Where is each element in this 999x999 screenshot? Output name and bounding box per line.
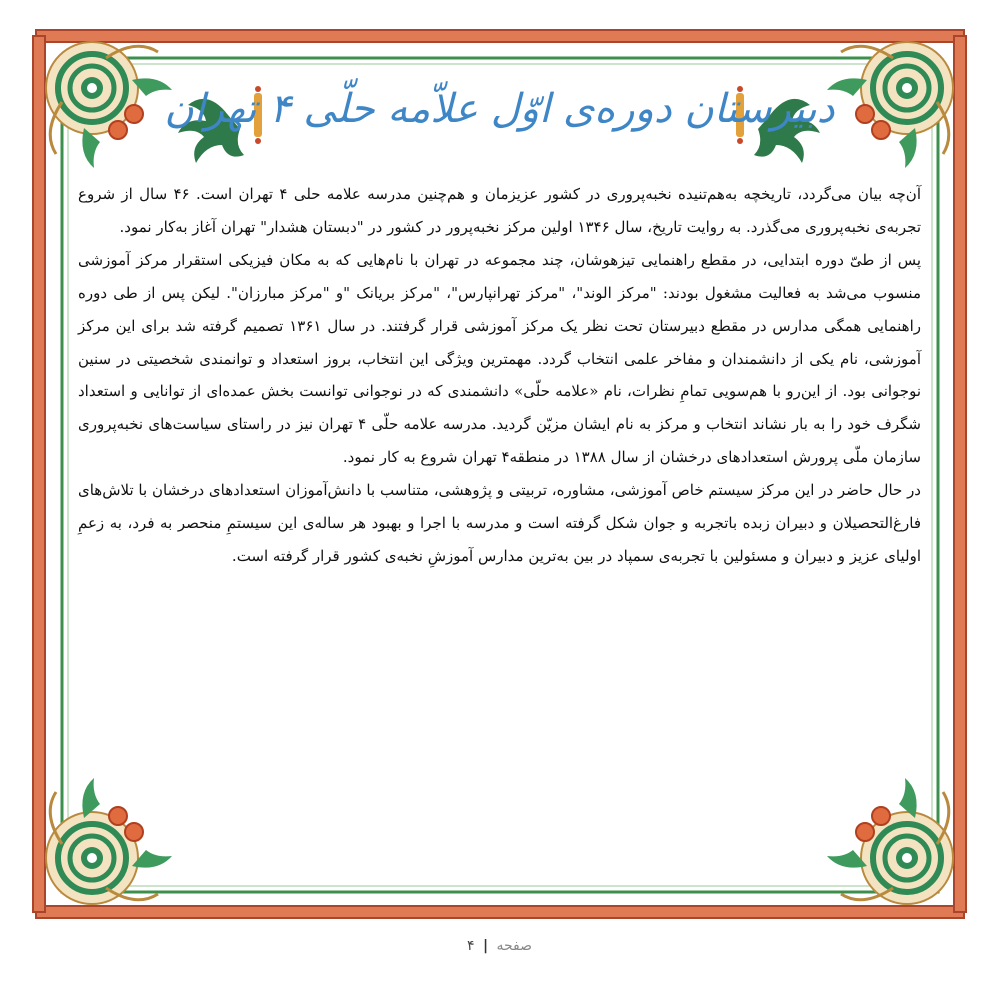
page-footer (0, 938, 999, 954)
footer-divider: | (482, 938, 489, 954)
paragraph-2: پس از طیّ دوره ابتدایی، در مقطع راهنمایی تیزهوشان، چند مجموعه در تهران با نام‌هایی که به مکان فیزیکی استقرار مرکز آموزشی منسوب می‌شد به فعالیت مشغول بودند: "مرکز الوند"، "مرکز تهرانپارس"، "مرکز بریانک "و "مرکز مبارزان". لیکن پس از طی دوره راهنمایی همگی مدارس در مقطع دبیرستان تحت نظر یک مرکز آموزشی قرار گرفتند. در سال ۱۳۶۱ تصمیم گرفته شد برای این مرکز آموزشی، نام یکی از دانشمندان و مفاخر علمی انتخاب گردد. مهمترین ویژگی این انتخاب، بروز استعداد و توانمندی شخصیتی در سنین نوجوانی بود. از این‌رو با هم‌سویی تمامِ نظرات، نام «علامه حلّی» دانشمندی که در نوجوانی توانست بخش عمده‌ای از توانایی و استعداد شگرف خود را به بار نشاند انتخاب و مرکز به نام ایشان مزیّن گردید. مدرسه علامه حلّی ۴ تهران نیز در راستای سیاست‌های نخبه‌پروری سازمان ملّی پرورش استعدادهای درخشان از سال ۱۳۸۸ در منطقه۴ تهران شروع به کار نمود. (78, 250, 921, 467)
page-label: صفحه (496, 938, 533, 954)
page-number: ۴ (466, 938, 475, 954)
page-title: دبیرستان دوره‌ی اوّل علاّمه حلّی ۴ تهران (164, 86, 835, 132)
paragraph-3: در حال حاضر در این مرکز سیستم خاص آموزشی، مشاوره، تربیتی و پژوهشی، متناسب با دانش‌آموزان استعدادهای درخشان با تلاش‌های فارغ‌التحصیلان و دبیران زبده باتجربه و جوان شکل گرفته است و مدرسه با اجرا و بهبود هر ساله‌ی این سیستمِ منحصر به فرد، به زعمِ اولیای عزیز و دبیران و مسئولین با تجربه‌ی سمپاد در بین به‌ترین مدارس آموزشِ نخبه‌ی کشور قرار گرفته است. (78, 481, 921, 565)
body-text (78, 178, 921, 573)
paragraph-1: آن‌چه بیان می‌گردد، تاریخچه به‌هم‌تنیده نخبه‌پروری در کشور عزیزمان و هم‌چنین مدرسه علامه حلی ۴ تهران است. ۴۶ سال از شروع تجربه‌ی نخبه‌پروری می‌گذرد. به روایت تاریخ، سال ۱۳۴۶ اولین مرکز نخبه‌پرور در کشور در "دبستان هشدار" تهران آغاز به‌کار نمود. (78, 185, 921, 236)
